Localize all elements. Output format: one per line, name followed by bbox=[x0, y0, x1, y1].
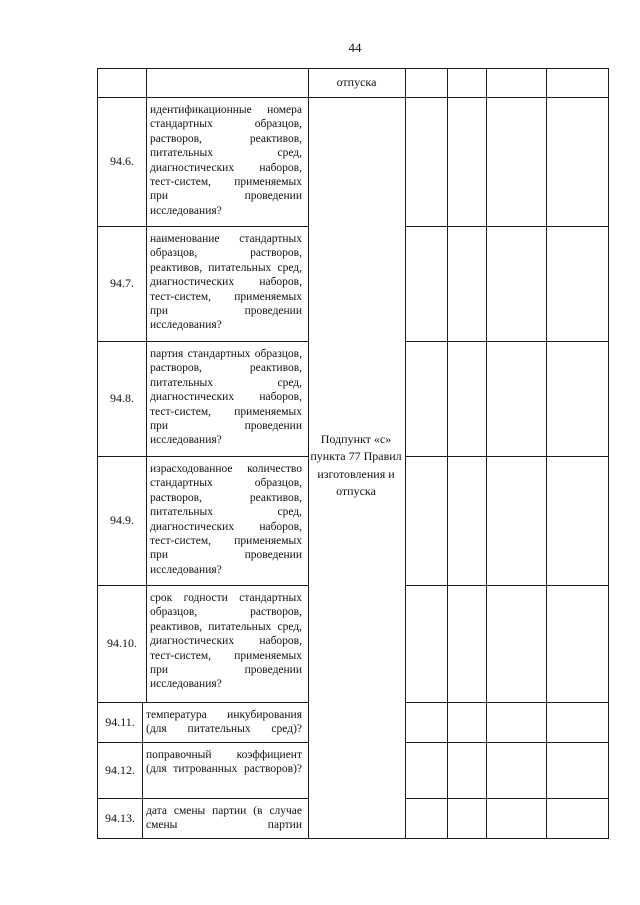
question-text: дата смены партии (в случае смены партии bbox=[146, 805, 302, 832]
table-border bbox=[97, 702, 309, 703]
question-text: идентификационные номера стандартных образцов, растворов, реактивов, питательных сред, диагностических наборов, тест-систем, применяемых при проведении исследования? bbox=[150, 104, 302, 217]
table-border bbox=[405, 742, 609, 743]
normative-reference: Подпункт «с» пункта 77 Правил изготовления и отпуска bbox=[310, 432, 402, 499]
table-border bbox=[546, 68, 547, 838]
answer-cell-na bbox=[486, 68, 546, 838]
question-text: наименование стандартных образцов, растворов, реактивов, питательных сред, диагностических наборов, тест-систем, применяемых при проведении исследования? bbox=[150, 233, 302, 332]
table-border bbox=[97, 68, 98, 838]
question-text: партия стандартных образцов, растворов, реактивов, питательных сред, диагностических наборов, тест-систем, применяемых при проведении исследования? bbox=[150, 348, 302, 447]
table-border bbox=[405, 798, 609, 799]
row-number: 94.13. bbox=[105, 810, 135, 825]
row-number: 94.11. bbox=[105, 714, 135, 729]
question-text: израсходованное количество стандартных образцов, растворов, реактивов, питательных сред, диагностических наборов, тест-систем, применяемых при проведении исследования? bbox=[150, 463, 302, 576]
table-border bbox=[97, 838, 609, 839]
answer-cell-yes bbox=[405, 68, 447, 838]
table-border bbox=[97, 456, 309, 457]
answer-cell-notes bbox=[546, 68, 608, 838]
table-border bbox=[146, 68, 147, 702]
question-text: срок годности стандартных образцов, растворов, реактивов, питательных сред, диагностических наборов, тест-систем, применяемых при проведении исследования? bbox=[150, 592, 302, 691]
table-border bbox=[97, 226, 309, 227]
question-text: поправочный коэффициент (для титрованных растворов)? bbox=[146, 749, 302, 776]
row-number: 94.9. bbox=[110, 513, 134, 527]
table-border bbox=[405, 341, 609, 342]
row-number: 94.12. bbox=[105, 762, 135, 777]
table-border bbox=[142, 702, 143, 838]
question-text: температура инкубирования (для питательных сред)? bbox=[146, 709, 302, 736]
row-number: 94.8. bbox=[110, 391, 134, 405]
table-border bbox=[405, 226, 609, 227]
reference-continuation: отпуска bbox=[336, 75, 377, 89]
table-border bbox=[97, 742, 309, 743]
table-border bbox=[608, 68, 609, 838]
page-number: 44 bbox=[348, 40, 362, 55]
table-border bbox=[405, 585, 609, 586]
row-number: 94.10. bbox=[107, 636, 137, 650]
table-border bbox=[405, 456, 609, 457]
table-border bbox=[97, 97, 609, 98]
table-border bbox=[97, 585, 309, 586]
table-border bbox=[97, 68, 609, 69]
table-border bbox=[447, 68, 448, 838]
table-border bbox=[405, 702, 609, 703]
table-border bbox=[405, 68, 406, 838]
table-border bbox=[97, 341, 309, 342]
table-border bbox=[486, 68, 487, 838]
row-number: 94.6. bbox=[110, 154, 134, 168]
answer-cell-no bbox=[447, 68, 486, 838]
table-border bbox=[97, 798, 309, 799]
row-number: 94.7. bbox=[110, 276, 134, 290]
table-border bbox=[308, 68, 309, 838]
